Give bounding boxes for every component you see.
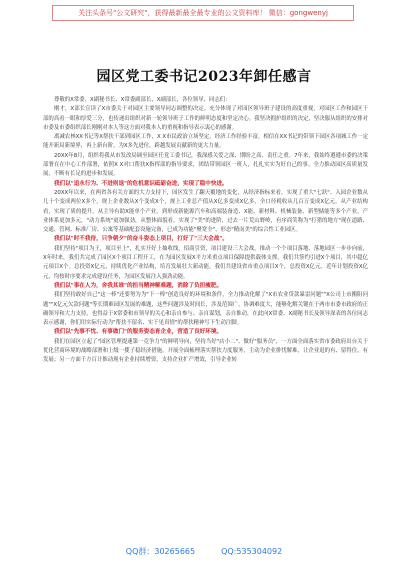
document-title: 园区党工委书记2023年卸任感言: [96, 69, 312, 85]
footer-qq: QQ:535304092: [221, 547, 283, 556]
footer-qq-group: QQ群：30265665: [125, 547, 196, 556]
section-heading: 我们以"时不我待，只争朝夕"的奋斗姿态上项目，打好了"三大会战"。: [54, 236, 228, 243]
promo-banner: 关注头条号"公文研究"，获得最新最全最专业的公文资料库！ 微信：gongwenyj: [52, 5, 354, 21]
section-heading: 我们以"追永行为、不进则退"的危机意识砥砺奋进，实现了稳中快进。: [54, 180, 228, 187]
body-paragraph: 我们坚持敢好自己"这一棒"还要努为为"下一棒"创造良好的环境和条件，全力推动化解了"X市农业贷款暴雷问题""X公司上市搬阻问题""X亿元欠款问题"等长期难园区发展的难题，这些问题涉及时间长，涉及范围广，协调难度大，能够化解关键在于两市市委市政府的正确领导和大力支持，也得益于X常委和市领导的关心和亲自参与、亲自谋划，亲自推动，在此向X常委、X副秘书长及领导深表的各位同志表示感谢，你们用实际行动为"帮扶不留名、实干见真情"的帮扶精神写下生动注脚。: [43, 292, 368, 327]
body-paragraph: 20XX年8月，组织将我从市发改局调至园区任党工委书记，我深感关爱之深、期盼之高、责任之重。7年来，我始终遵遵市委的决策部署在在中心工作部署，依照X X对口帮扶X指挥部的指导要求，团结带领园区一班人，扎扎实实为好自己的事。全力推动园区高质量发展，不断有长足的进步和发展。: [43, 152, 368, 178]
body-paragraph: 我们在园区立起了"园区管理提速第一竞争力"的鲜明导向，坚持当好"店小二"、做好"服务员"，一方面全面落实省市委政府出台关于优化营商环境的战略部署和上级一揽子稳经济措施，开展全面梳理落实帮扶力度服务，主动为企业排忧解难，让企业退的有、留得住，有发展；另一方面千方百计推动现有企业持续增资，支持企业扩产增效，引导企业转: [43, 338, 368, 364]
body-paragraph: 尊敬的X常委、X副秘书长、X常委副部长、X副部长，各位领导、同志们：: [54, 97, 231, 103]
body-paragraph: 离减农林XX书记等X帮扶干部到园区工作，X X市民政治立场坚定，经济工作经验丰富，相信在XX书记的带领下园区各项城工作一定能开新局新境界，再上新台阶，为X多先进位，跨越发展贡献新的更大力量。: [43, 134, 368, 150]
footer: [0, 544, 408, 560]
section-heading: 我们以"事在人为，舍我其谁"的担当精神解难题，消除了负担瘦肥。: [54, 282, 223, 289]
section-heading: 我们以"先事不忧、有事做门"的服务姿态育企业，营造了良好环境。: [54, 329, 223, 336]
document-body: [43, 96, 368, 366]
body-paragraph: 20XX年以来，在两省各有关方面的大力支持下，园区发生了翻天覆地的变化，从经济指标来看，实现了重大"七跃"。入园企业数从几十个变成两位X多个，规上企业数从X个变成X个，规上工业总产值从X亿多变成X亿多，全口径税收从几百万变成X亿元，从产业结构看，实现了质的提升，从主导有助X能单个产业，到形成新能源汽车和高端装备造、X能、新材料、机械装备、新型储能等多个产业，产业体系更加多元，"动力系统"更加强劲，从整体面貌看，实现了"美"的进阶，过去一片荒山野岭，有序商笑称为"打猎的地方"现在道路、交通、管网、标准厂房、公寓等基础配套设施完备，已成为功能"聚宽全"、形态"精而美"的综合性工业园区。: [43, 189, 368, 234]
body-paragraph: 刚才，X部长宣读了X市委关于对园区主要领导同志调整的决定。充分体现了对园区领导班子建设的高度重视，对园区工作和园区干部的高看一眼和厚爱三分，也传递出组织对新一轮领导班子工作的鲜明态度和坚定决心。我坚决拥护组织的决定，坚决服从组织的安排对市委及市委组织部长刚刚对本人等这方面对我本人的重视和指导表示衷心的感谢。: [43, 106, 368, 131]
body-paragraph: 我们坚持"项目为王，项目至上"，扎实开好上抽收线，招商引资，项目建设三大会战，推动一个个项目落地、落地园区一步步向前，X年时来，我们共完成了园区X个项目工程开工，在为园区发展X平方米重点项目保障提供载体支撑，我们共签约引进X个项目，其中超亿元项目X个。总投资X亿元，持续优化产业结构，培育发展壮大新动能，我们共建设省市重点项目X个，总投资X亿元。近年计划投资X亿元，均按时序要求完成建设任务，为园区发展注入强劲动能。: [43, 245, 368, 280]
